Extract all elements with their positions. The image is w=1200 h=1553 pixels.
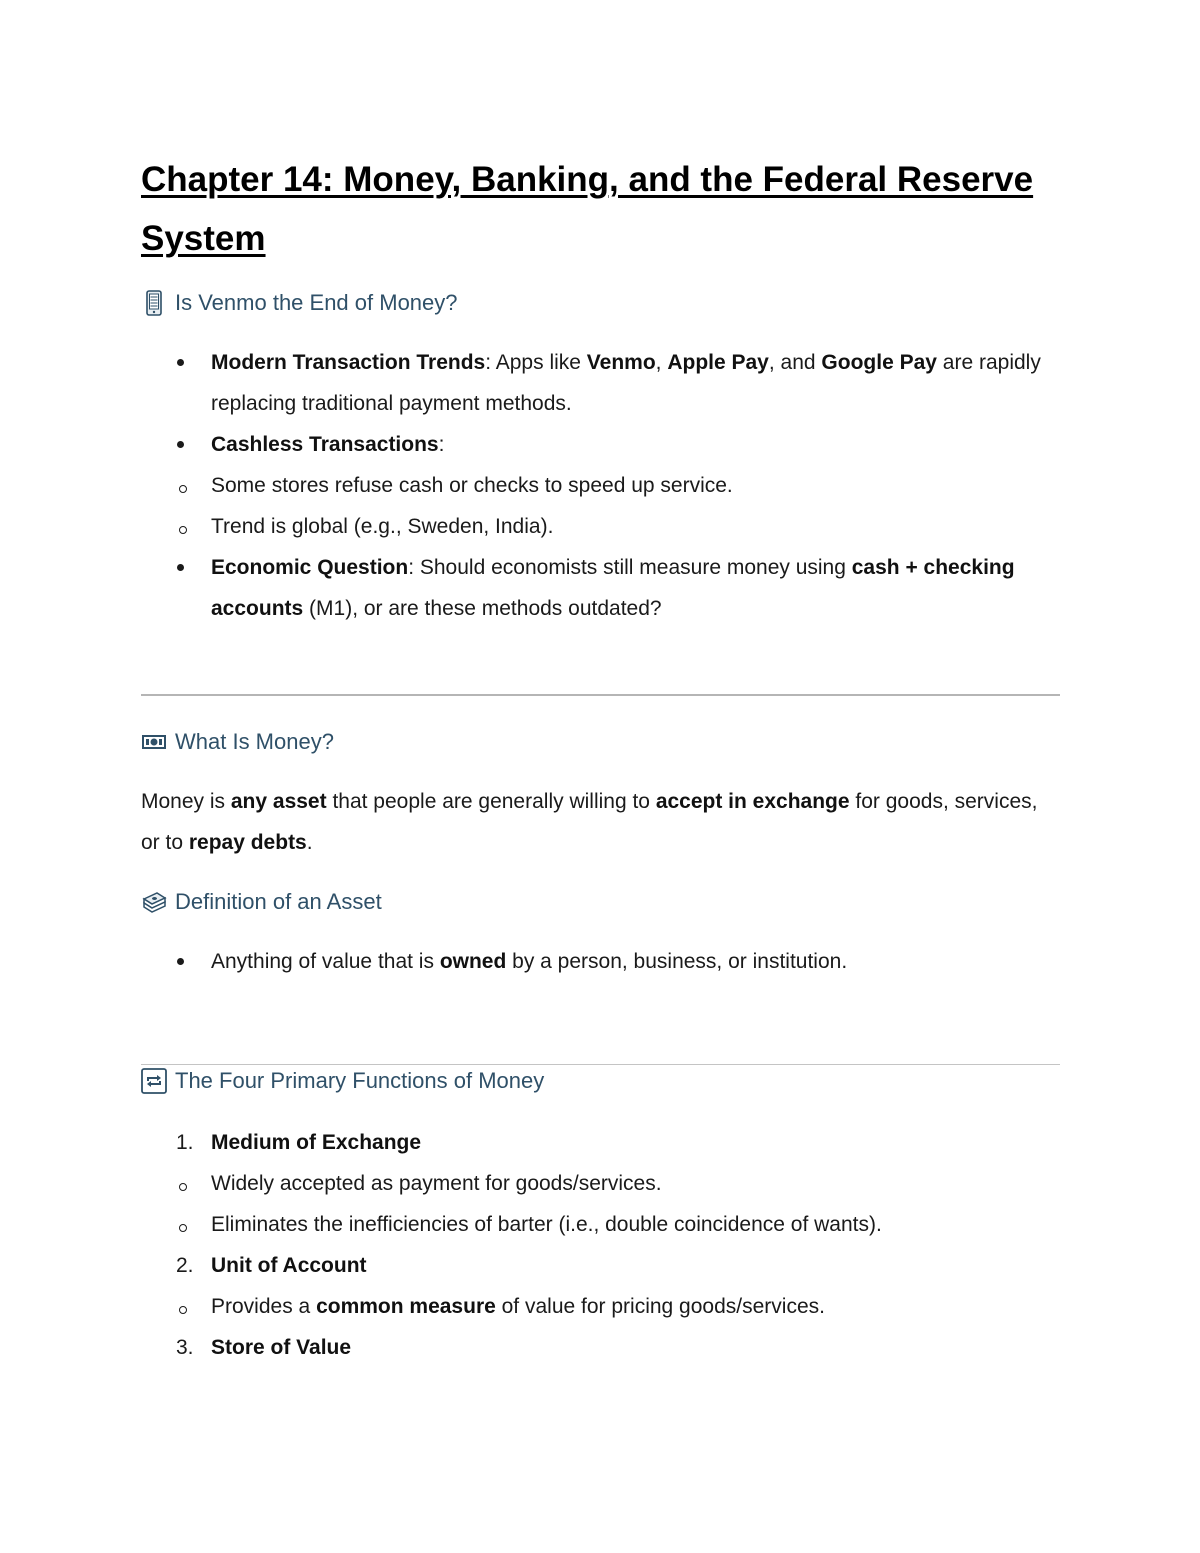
text: Money is xyxy=(141,790,231,813)
section-heading-text: What Is Money? xyxy=(175,729,334,754)
term: common measure xyxy=(316,1295,496,1318)
list-number: 3. xyxy=(176,1336,194,1359)
list-item xyxy=(141,941,1061,982)
asset-bullet-list xyxy=(141,941,1061,982)
text: , xyxy=(655,351,668,374)
term: Economic Question xyxy=(211,556,409,579)
term: accept in exchange xyxy=(655,790,850,813)
term: Apple Pay xyxy=(667,351,769,374)
list-item xyxy=(141,1122,1061,1245)
sub-list-item: Eliminates the inefficiencies of barter (i.e., double coincidence of wants). xyxy=(141,1204,1061,1245)
money-stack-icon xyxy=(141,889,167,915)
sub-list xyxy=(141,1286,1061,1327)
list-item xyxy=(141,547,1061,629)
page-title: Chapter 14: Money, Banking, and the Federal Reserve System xyxy=(141,160,1034,258)
term: owned xyxy=(439,950,507,973)
text: are rapidly replacing traditional payment methods. xyxy=(211,351,1041,415)
term: any asset xyxy=(230,790,327,813)
term: Google Pay xyxy=(821,351,937,374)
list-item xyxy=(141,424,1061,547)
sub-list xyxy=(141,1163,1061,1245)
functions-numbered-list xyxy=(141,1122,1061,1368)
sub-list-item: Trend is global (e.g., Sweden, India). xyxy=(141,506,1061,547)
section-heading-text: Is Venmo the End of Money? xyxy=(175,290,458,315)
text: : Apps like xyxy=(485,351,587,374)
term: repay debts xyxy=(188,831,307,854)
text: Provides a xyxy=(211,1295,317,1318)
list-number: 1. xyxy=(176,1131,194,1154)
repeat-arrows-icon xyxy=(141,1068,167,1094)
term: Modern Transaction Trends xyxy=(211,351,486,374)
section-heading-text: The Four Primary Functions of Money xyxy=(175,1068,545,1093)
section-heading-functions xyxy=(141,1068,1061,1094)
text: by a person, business, or institution. xyxy=(506,950,848,973)
venmo-bullet-list xyxy=(141,342,1061,629)
list-item xyxy=(141,342,1061,424)
horizontal-divider xyxy=(141,694,1060,696)
term: Venmo xyxy=(586,351,656,374)
function-title: Medium of Exchange xyxy=(211,1131,422,1154)
text: : Should economists still measure money using xyxy=(408,556,852,579)
list-item xyxy=(141,1245,1061,1327)
text: : xyxy=(438,433,445,456)
mobile-phone-icon xyxy=(141,290,167,316)
text: of value for pricing goods/services. xyxy=(495,1295,825,1318)
text: for goods, services, or to xyxy=(141,790,1038,854)
section-heading-venmo xyxy=(141,290,1061,316)
section-heading-asset xyxy=(141,889,1061,915)
section-heading-what-is-money xyxy=(141,729,1061,755)
function-title: Unit of Account xyxy=(211,1254,367,1277)
money-banknote-icon xyxy=(141,729,167,755)
text: that people are generally willing to xyxy=(326,790,656,813)
text: Anything of value that is xyxy=(211,950,440,973)
section-heading-text: Definition of an Asset xyxy=(175,889,382,914)
text: . xyxy=(306,831,313,854)
sub-list-item: Some stores refuse cash or checks to speed up service. xyxy=(141,465,1061,506)
sub-list-item xyxy=(141,1286,1061,1327)
text: , and xyxy=(768,351,822,374)
term: Cashless Transactions xyxy=(211,433,439,456)
function-title: Store of Value xyxy=(211,1336,352,1359)
sub-list xyxy=(141,465,1061,547)
list-item xyxy=(141,1327,1061,1368)
money-definition-paragraph xyxy=(141,781,1061,863)
sub-list-item: Widely accepted as payment for goods/services. xyxy=(141,1163,1061,1204)
text: (M1), or are these methods outdated? xyxy=(303,597,662,620)
term: cash + checking accounts xyxy=(211,556,1015,620)
horizontal-divider xyxy=(141,1064,1060,1065)
document-page xyxy=(141,150,1061,1368)
list-number: 2. xyxy=(176,1254,194,1277)
